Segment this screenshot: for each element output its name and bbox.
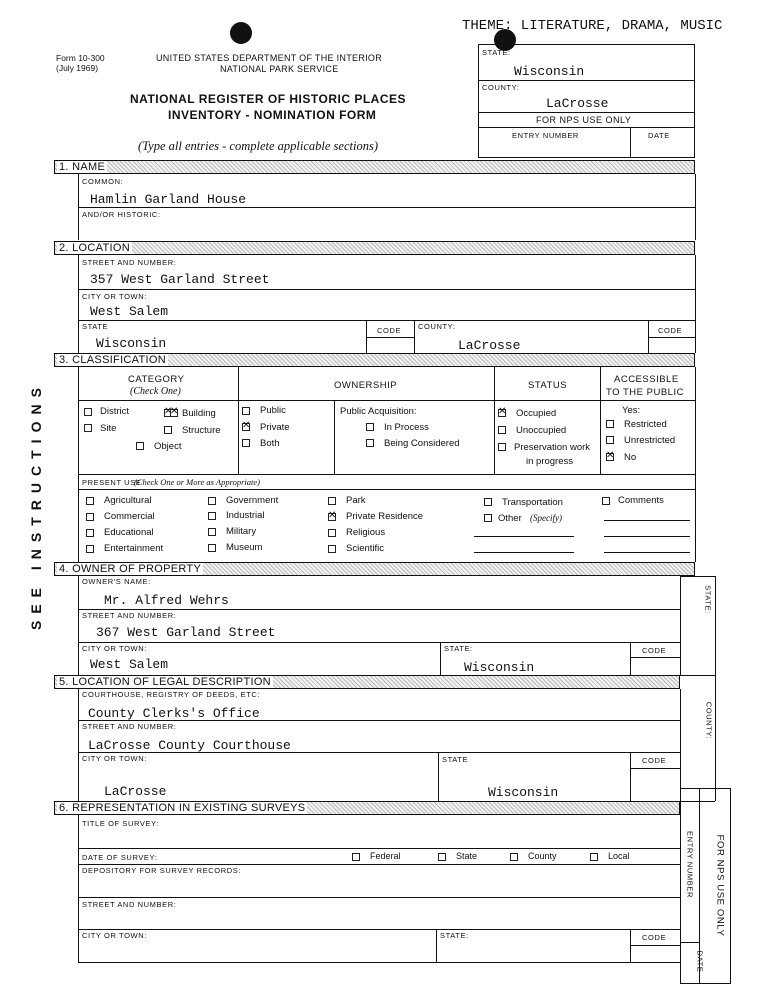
section-5-heading-band	[54, 675, 680, 689]
form-title-1: NATIONAL REGISTER OF HISTORIC PLACES	[130, 92, 407, 106]
s1-common-value: Hamlin Garland House	[90, 192, 247, 207]
s6-state-label: STATE:	[440, 931, 469, 940]
military-label: Military	[226, 526, 257, 537]
header-county-label: COUNTY:	[482, 83, 520, 92]
form-date: (July 1969)	[56, 63, 99, 73]
s6-street-label: STREET AND NUMBER:	[82, 900, 177, 909]
both-label: Both	[260, 438, 280, 449]
comments-label: Comments	[618, 495, 664, 506]
s4-owner-value: Mr. Alfred Wehrs	[104, 593, 229, 608]
s4-street-value: 367 West Garland Street	[96, 625, 276, 640]
present-use-label: PRESENT USE	[82, 478, 142, 487]
header-nps-use-only: FOR NPS USE ONLY	[536, 115, 632, 125]
government-label: Government	[226, 495, 279, 506]
side-state-label: STATE:	[703, 585, 713, 614]
public-label: Public	[260, 405, 286, 416]
local-survey-label: Local	[608, 851, 630, 861]
section-6-heading-band	[54, 801, 680, 815]
department: UNITED STATES DEPARTMENT OF THE INTERIOR	[156, 53, 383, 63]
s2-city-value: West Salem	[90, 304, 169, 319]
s2-street-label: STREET AND NUMBER:	[82, 258, 177, 267]
side-nps-use-only: FOR NPS USE ONLY	[714, 834, 726, 937]
header-entry-number: ENTRY NUMBER	[512, 131, 579, 140]
occupied-label: Occupied	[516, 408, 557, 419]
preservation-label-1: Preservation work	[514, 442, 591, 453]
museum-label: Museum	[226, 542, 263, 553]
section-4-heading: 4. OWNER OF PROPERTY	[59, 563, 202, 575]
object-label: Object	[154, 441, 182, 452]
being-considered-checkbox[interactable]	[366, 439, 374, 447]
s3-ownership-header: OWNERSHIP	[334, 380, 398, 391]
entertainment-checkbox[interactable]	[86, 545, 94, 553]
unoccupied-label: Unoccupied	[516, 425, 567, 436]
in-process-checkbox[interactable]	[366, 423, 374, 431]
s1-common-label: COMMON:	[82, 177, 124, 186]
site-label: Site	[100, 423, 117, 434]
commercial-checkbox[interactable]	[86, 513, 94, 521]
section-2-heading-band	[54, 241, 695, 255]
s6-code-label: CODE	[642, 933, 667, 942]
scientific-label: Scientific	[346, 543, 385, 554]
structure-checkbox[interactable]	[164, 426, 172, 434]
s3-category-header: CATEGORY	[128, 374, 185, 385]
section-2-heading: 2. LOCATION	[59, 242, 130, 254]
section-1-heading: 1. NAME	[59, 161, 106, 173]
state-survey-label: State	[456, 851, 478, 861]
public-acquisition-label: Public Acquisition:	[340, 406, 417, 417]
transportation-checkbox[interactable]	[484, 498, 492, 506]
no-checkbox[interactable]	[606, 453, 614, 461]
section-5-heading: 5. LOCATION OF LEGAL DESCRIPTION	[59, 676, 271, 688]
private-label: Private	[260, 422, 290, 433]
government-checkbox[interactable]	[208, 497, 216, 505]
museum-checkbox[interactable]	[208, 544, 216, 552]
side-entry-number: ENTRY NUMBER	[685, 831, 695, 898]
private-residence-checkbox[interactable]	[328, 513, 336, 521]
preservation-checkbox[interactable]	[498, 443, 506, 451]
section-6-heading: 6. REPRESENTATION IN EXISTING SURVEYS	[59, 802, 306, 814]
county-survey-label: County	[528, 851, 557, 861]
agricultural-checkbox[interactable]	[86, 497, 94, 505]
s4-city-label: CITY OR TOWN:	[82, 644, 147, 653]
s5-code-label: CODE	[642, 756, 667, 765]
s2-code-label: CODE	[377, 326, 402, 335]
section-4-heading-band	[54, 562, 695, 576]
s5-street-value: LaCrosse County Courthouse	[88, 738, 291, 753]
educational-label: Educational	[104, 527, 154, 538]
restricted-checkbox[interactable]	[606, 420, 614, 428]
district-checkbox[interactable]	[84, 408, 92, 416]
specify-label: (Specify)	[530, 513, 562, 523]
s2-state-value: Wisconsin	[96, 336, 167, 351]
park-checkbox[interactable]	[328, 497, 336, 505]
s4-state-value: Wisconsin	[464, 660, 535, 675]
religious-label: Religious	[346, 527, 386, 538]
section-1-heading-band	[54, 160, 695, 174]
s3-accessible-header-1: ACCESSIBLE	[614, 374, 679, 385]
object-checkbox[interactable]	[136, 442, 144, 450]
service: NATIONAL PARK SERVICE	[220, 64, 339, 74]
s2-city-label: CITY OR TOWN:	[82, 292, 147, 301]
occupied-checkbox[interactable]	[498, 409, 506, 417]
s6-title-label: TITLE OF SURVEY:	[82, 819, 159, 828]
s2-street-value: 357 West Garland Street	[90, 272, 270, 287]
both-checkbox[interactable]	[242, 439, 250, 447]
yes-label: Yes:	[622, 405, 641, 416]
unrestricted-label: Unrestricted	[624, 435, 676, 446]
being-considered-label: Being Considered	[384, 438, 460, 449]
site-checkbox[interactable]	[84, 424, 92, 432]
s5-street-label: STREET AND NUMBER:	[82, 722, 177, 731]
local-checkbox[interactable]	[590, 853, 598, 861]
federal-checkbox[interactable]	[352, 853, 360, 861]
military-checkbox[interactable]	[208, 528, 216, 536]
present-use-note: (Check One or More as Appropriate)	[134, 477, 260, 487]
s2-county-label: COUNTY:	[418, 322, 456, 331]
structure-label: Structure	[182, 425, 221, 436]
industrial-checkbox[interactable]	[208, 512, 216, 520]
educational-checkbox[interactable]	[86, 529, 94, 537]
s5-courthouse-value: County Clerks's Office	[88, 706, 260, 721]
section-3-heading: 3. CLASSIFICATION	[59, 354, 166, 366]
header-state-label: STATE:	[482, 48, 511, 57]
side-date: DATE	[695, 950, 705, 973]
see-instructions-text: SEE INSTRUCTIONS	[28, 381, 44, 630]
section-3-heading-band	[54, 353, 695, 367]
s5-city-value: LaCrosse	[104, 784, 167, 799]
form-title-2: INVENTORY - NOMINATION FORM	[168, 108, 377, 122]
s1-historic-label: AND/OR HISTORIC:	[82, 210, 161, 219]
header-state-value: Wisconsin	[514, 64, 585, 79]
restricted-label: Restricted	[624, 419, 667, 430]
s6-depository-label: DEPOSITORY FOR SURVEY RECORDS:	[82, 866, 242, 875]
building-checkbox-2[interactable]	[170, 409, 178, 417]
comments-checkbox[interactable]	[602, 497, 610, 505]
commercial-label: Commercial	[104, 511, 155, 522]
s5-state-value: Wisconsin	[488, 785, 559, 800]
other-label: Other	[498, 513, 522, 524]
s4-street-label: STREET AND NUMBER:	[82, 611, 177, 620]
religious-checkbox[interactable]	[328, 529, 336, 537]
park-label: Park	[346, 495, 366, 506]
private-checkbox[interactable]	[242, 423, 250, 431]
s6-date-label: DATE OF SURVEY:	[82, 853, 158, 862]
s4-code-label: CODE	[642, 646, 667, 655]
transportation-label: Transportation	[502, 497, 563, 508]
s5-city-label: CITY OR TOWN:	[82, 754, 147, 763]
federal-label: Federal	[370, 851, 401, 861]
s4-state-label: STATE:	[444, 644, 473, 653]
s4-city-value: West Salem	[90, 657, 169, 672]
in-process-label: In Process	[384, 422, 429, 433]
industrial-label: Industrial	[226, 510, 265, 521]
state-checkbox[interactable]	[438, 853, 446, 861]
no-label: No	[624, 452, 637, 463]
s5-courthouse-label: COURTHOUSE, REGISTRY OF DEEDS, ETC:	[82, 690, 261, 699]
header-date: DATE	[648, 131, 670, 140]
side-county-label: COUNTY:	[704, 701, 714, 740]
private-residence-label: Private Residence	[346, 511, 424, 522]
punch-hole-left	[230, 22, 252, 44]
unrestricted-checkbox[interactable]	[606, 436, 614, 444]
unoccupied-checkbox[interactable]	[498, 426, 506, 434]
district-label: District	[100, 406, 130, 417]
header-county-value: LaCrosse	[546, 96, 609, 111]
s2-county-value: LaCrosse	[458, 338, 521, 353]
theme-text: THEME: LITERATURE, DRAMA, MUSIC	[462, 18, 723, 34]
agricultural-label: Agricultural	[104, 495, 152, 506]
preservation-label-2: in progress	[526, 456, 573, 467]
s3-status-header: STATUS	[528, 380, 568, 391]
s2-state-label: STATE	[82, 322, 109, 331]
scientific-checkbox[interactable]	[328, 545, 336, 553]
s6-city-label: CITY OR TOWN:	[82, 931, 147, 940]
s3-accessible-header-2: TO THE PUBLIC	[606, 387, 684, 398]
s5-state-label: STATE	[442, 755, 469, 764]
instruction-text: (Type all entries - complete applicable sections)	[138, 139, 378, 153]
s4-owner-label: OWNER'S NAME:	[82, 577, 151, 586]
form-number: Form 10-300	[56, 53, 105, 63]
s2-code-label-2: CODE	[658, 326, 683, 335]
building-label: Building	[182, 408, 216, 419]
other-checkbox[interactable]	[484, 514, 492, 522]
s3-check-one: (Check One)	[130, 386, 181, 397]
entertainment-label: Entertainment	[104, 543, 164, 554]
public-checkbox[interactable]	[242, 407, 250, 415]
county-checkbox[interactable]	[510, 853, 518, 861]
